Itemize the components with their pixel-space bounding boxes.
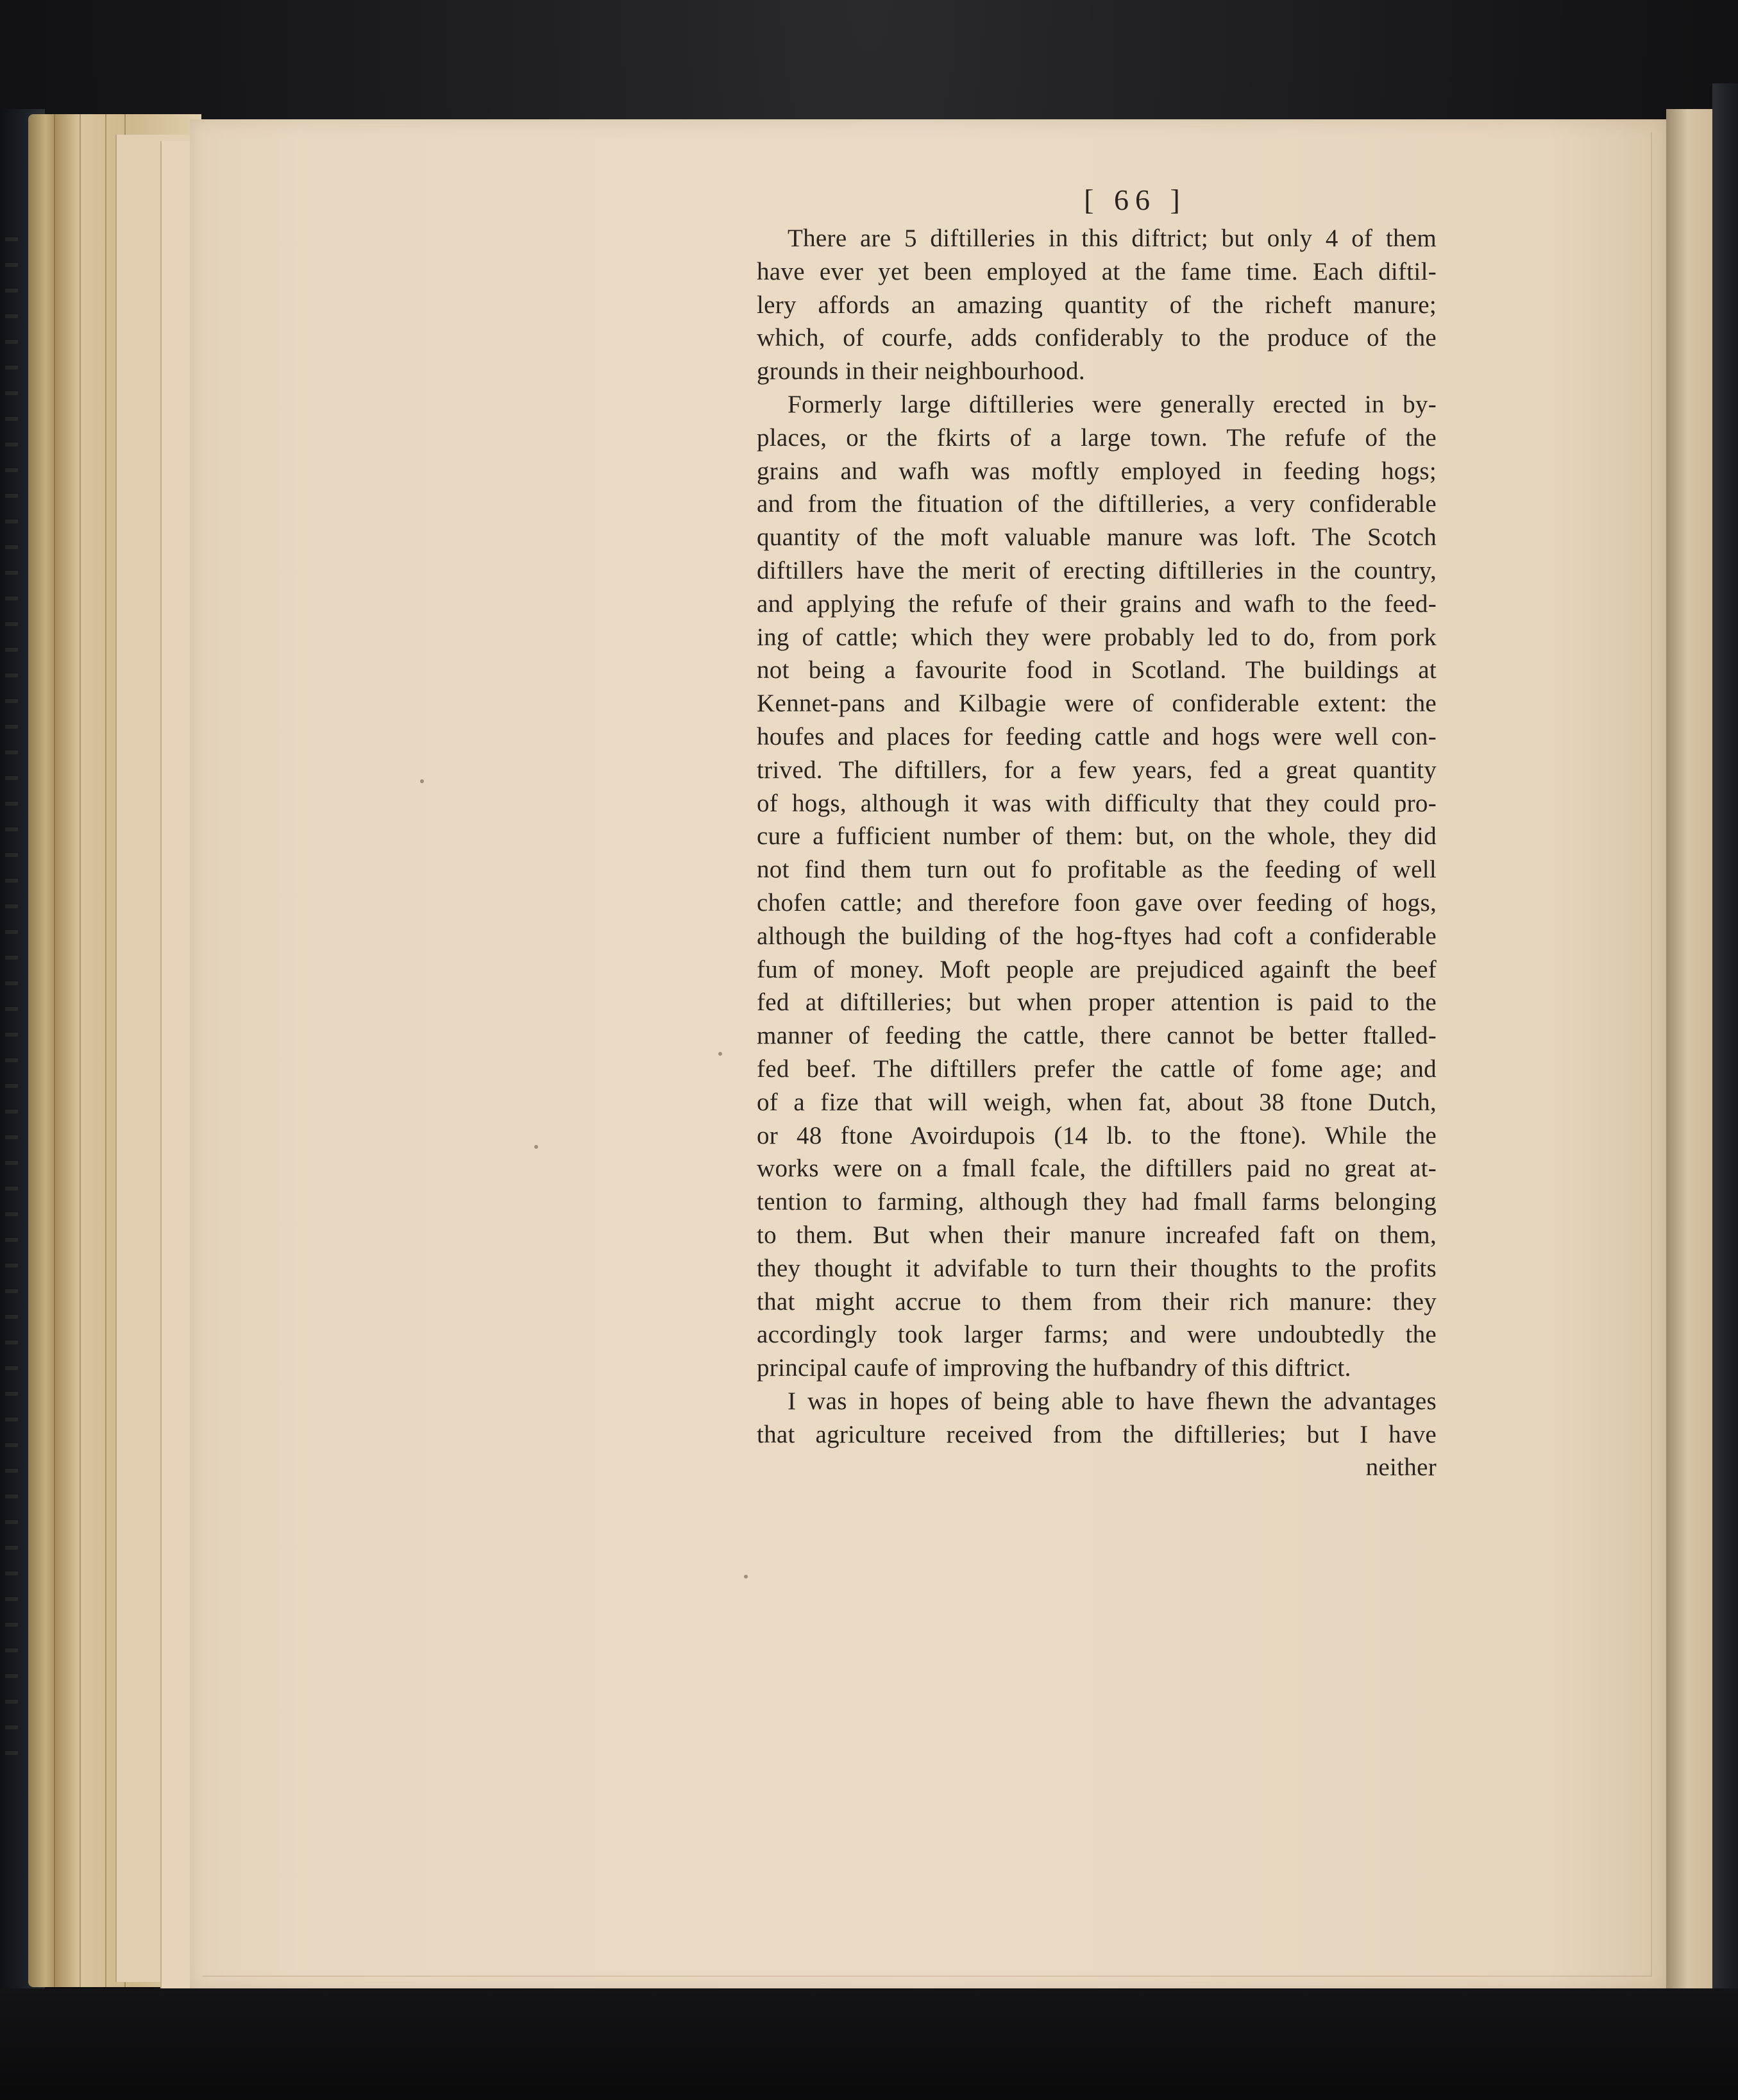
text-line: quantity of the moft valuable manure was loft. The Scotch (757, 523, 1437, 552)
text-line: cure a fufficient number of them: but, on the whole, they did (757, 822, 1437, 851)
text-line: fed at diftilleries; but when proper attention is paid to the (757, 988, 1437, 1017)
text-line: to them. But when their manure increafed faft on them, (757, 1221, 1437, 1249)
text-line: I was in hopes of being able to have fhewn the advantages (788, 1387, 1437, 1415)
text-line: although the building of the hog-ftyes had coft a confiderable (757, 922, 1437, 950)
text-line: that might accrue to them from their rich manure: they (757, 1287, 1437, 1316)
right-book-cover (1712, 83, 1738, 2033)
text-line: which, of courfe, adds confiderably to the produce of the (757, 324, 1437, 352)
text-line: places, or the fkirts of a large town. The refufe of the (757, 423, 1437, 452)
text-line: or 48 ftone Avoirdupois (14 lb. to the ftone). While the (757, 1121, 1437, 1149)
text-line: ing of cattle; which they were probably led to do, from pork (757, 623, 1437, 651)
page-number: [ 66 ] (1084, 183, 1186, 216)
text-line: Formerly large diftilleries were generally erected in by- (788, 390, 1437, 418)
paper-speck (420, 779, 424, 783)
text-line: not being a favourite food in Scotland. The buildings at (757, 656, 1437, 684)
text-line: have ever yet been employed at the fame time. Each diftil- (757, 257, 1437, 285)
text-line: and from the fituation of the diftilleries, a very confiderable (757, 490, 1437, 518)
text-line: and applying the refufe of their grains and wafh to the feed- (757, 589, 1437, 618)
text-line: chofen cattle; and therefore foon gave over feeding of hogs, (757, 888, 1437, 917)
page-text (757, 181, 1437, 1484)
text-line: works were on a fmall fcale, the diftillers paid no great at- (757, 1155, 1437, 1183)
text-line: diftillers have the merit of erecting diftilleries in the country, (757, 556, 1437, 584)
text-line: fum of money. Moft people are prejudiced againft the beef (757, 955, 1437, 983)
text-line: of hogs, although it was with difficulty that they could pro- (757, 789, 1437, 817)
bottom-shadow (0, 1988, 1738, 2100)
text-line: they thought it advifable to turn their thoughts to the profits (757, 1254, 1437, 1282)
text-line: tention to farming, although they had fmall farms belonging (757, 1188, 1437, 1216)
text-line: grains and wafh was moftly employed in feeding hogs; (757, 457, 1437, 485)
text-line: accordingly took larger farms; and were undoubtedly the (757, 1321, 1437, 1349)
paper-speck (718, 1052, 722, 1056)
text-line: of a fize that will weigh, when fat, about 38 ftone Dutch, (757, 1088, 1437, 1116)
page-edge-line (54, 114, 55, 1987)
text-line: neither (1365, 1453, 1437, 1482)
page-edge-line (105, 114, 106, 1987)
text-line: Kennet-pans and Kilbagie were of confiderable extent: the (757, 690, 1437, 718)
text-lines (757, 222, 1437, 1484)
text-line: houfes and places for feeding cattle and hogs were well con- (757, 722, 1437, 750)
paper-speck (744, 1575, 748, 1579)
text-line: There are 5 diftilleries in this diftrict; but only 4 of them (788, 224, 1437, 252)
text-line: fed beef. The diftillers prefer the cattle of fome age; and (757, 1054, 1437, 1083)
paper-speck (534, 1145, 538, 1149)
text-line: that agriculture received from the diftilleries; but I have (757, 1420, 1437, 1448)
text-line: grounds in their neighbourhood. (757, 357, 1085, 385)
text-line: not find them turn out fo profitable as the feeding of well (757, 856, 1437, 884)
text-line: trived. The diftillers, for a few years, fed a great quantity (757, 756, 1437, 784)
text-line: lery affords an amazing quantity of the richeft manure; (757, 291, 1437, 319)
text-line: manner of feeding the cattle, there cannot be better ftalled- (757, 1022, 1437, 1050)
text-line: principal caufe of improving the hufbandry of this diftrict. (757, 1354, 1351, 1382)
page-edge-line (80, 114, 81, 1987)
